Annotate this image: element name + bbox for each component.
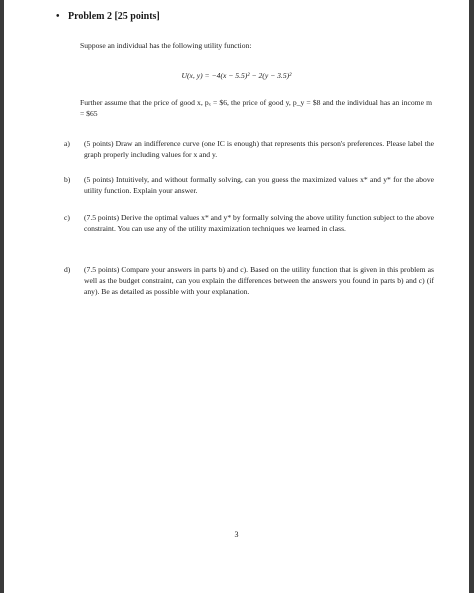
part-text: (7.5 points) Compare your answers in parts b) and c). Based on the utility function that is given in this problem as well as the budget constraint, can you explain the differences between the answers you found in parts b) and c) (if any). Be as detailed as possible with your explanation. [84,265,434,296]
problem-title: Problem 2 [25 points] [68,11,160,22]
part-label: b) [64,175,71,184]
bullet-icon: • [56,11,60,22]
document-page [4,0,469,593]
part-label: d) [64,265,71,274]
assumptions-text: Further assume that the price of good x, pₓ = $6, the price of good y, p_y = $8 and the individual has an income m = $65 [80,98,432,118]
part-text: (5 points) Intuitively, and without formally solving, can you guess the maximized values x* and y* for the above utility function. Explain your answer. [84,175,434,195]
part-text: (5 points) Draw an indifference curve (one IC is enough) that represents this person's preferences. Please label the graph properly including values for x and y. [84,139,434,159]
problem-heading [56,11,160,22]
part-text: (7.5 points) Derive the optimal values x* and y* by formally solving the above utility function subject to the above constraint. You can use any of the utility maximization techniques we learned in class. [84,213,434,233]
part-label: a) [64,139,70,148]
intro-text: Suppose an individual has the following utility function: [80,41,252,50]
utility-equation: U(x, y) = −4(x − 5.5)² − 2(y − 3.5)² [181,71,292,80]
page-number: 3 [234,530,239,539]
part-label: c) [64,213,70,222]
